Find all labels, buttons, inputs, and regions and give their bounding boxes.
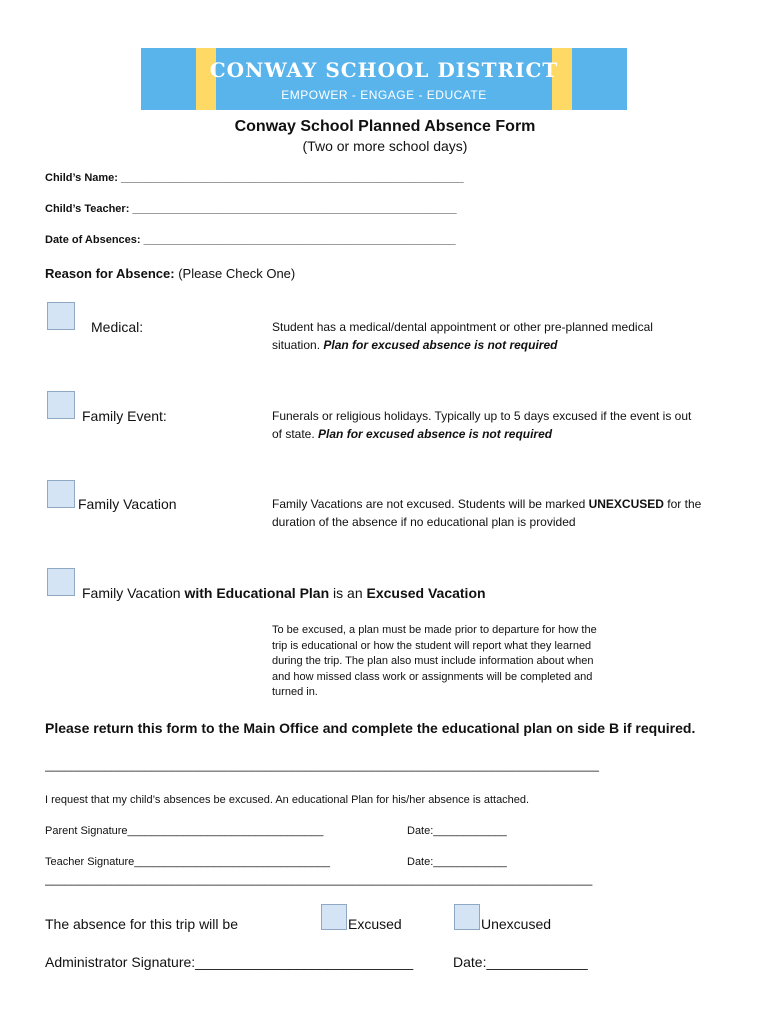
child-name-field[interactable]: Child’s Name: ________________________________________________________ bbox=[45, 172, 464, 184]
family-vacation-description bbox=[272, 496, 712, 531]
family-event-checkbox[interactable] bbox=[47, 391, 75, 419]
date-of-absences-field[interactable]: Date of Absences: ___________________________________________________ bbox=[45, 234, 456, 246]
medical-desc-emphasis: Plan for excused absence is not required bbox=[323, 337, 558, 352]
educational-plan-label bbox=[82, 585, 486, 601]
district-tagline: EMPOWER - ENGAGE - EDUCATE bbox=[281, 88, 487, 102]
family-vacation-checkbox[interactable] bbox=[47, 480, 75, 508]
family-event-desc-text: Funerals or religious holidays. Typically up to 5 days excused if the event is out of state. bbox=[272, 409, 692, 441]
excused-label: Excused bbox=[348, 916, 402, 932]
unexcused-label: Unexcused bbox=[481, 916, 552, 932]
excused-checkbox[interactable] bbox=[321, 904, 347, 930]
separator-line-1: ___________________________________________________________________________________ bbox=[45, 758, 599, 772]
family-vacation-desc-pre: Family Vacations are not excused. Students will be marked bbox=[272, 497, 589, 511]
reason-label: Reason for Absence: bbox=[45, 266, 175, 281]
district-banner bbox=[141, 48, 627, 110]
reason-hint: (Please Check One) bbox=[178, 266, 296, 281]
edu-label-part-d: Excused Vacation bbox=[366, 585, 486, 601]
teacher-signature-field[interactable]: Teacher Signature________________________________ bbox=[45, 856, 331, 868]
parent-signature-field[interactable]: Parent Signature________________________________ bbox=[45, 825, 324, 837]
unexcused-checkbox[interactable] bbox=[454, 904, 480, 930]
district-name: CONWAY SCHOOL DISTRICT bbox=[209, 58, 559, 82]
administrator-date-field[interactable]: Date:_____________ bbox=[453, 954, 588, 970]
administrator-signature-field[interactable]: Administrator Signature:____________________________ bbox=[45, 954, 414, 970]
family-vacation-desc-post: for the duration of the absence if no educational plan is provided bbox=[272, 497, 702, 529]
family-vacation-label: Family Vacation bbox=[78, 496, 177, 512]
educational-plan-note: To be excused, a plan must be made prior to departure for how the trip is educational or how the student will report what they learned during the trip. The plan also must include information about when and how missed class work or assignments will be completed and turned in. bbox=[272, 624, 597, 698]
edu-label-part-a: Family Vacation bbox=[82, 585, 185, 601]
parent-date-field[interactable]: Date:____________ bbox=[407, 825, 507, 837]
teacher-date-field[interactable]: Date:____________ bbox=[407, 856, 507, 868]
return-instructions: Please return this form to the Main Office and complete the educational plan on side B if required. bbox=[45, 720, 696, 736]
medical-description bbox=[272, 319, 662, 354]
medical-desc-text: Student has a medical/dental appointment or other pre-planned medical situation. bbox=[272, 320, 653, 352]
medical-label: Medical: bbox=[91, 319, 144, 335]
educational-plan-checkbox[interactable] bbox=[47, 568, 75, 596]
edu-label-part-c: is an bbox=[329, 585, 367, 601]
family-vacation-desc-bold: UNEXCUSED bbox=[588, 497, 664, 511]
form-title: Conway School Planned Absence Form bbox=[234, 118, 536, 135]
child-teacher-field[interactable]: Child’s Teacher: _____________________________________________________ bbox=[45, 203, 457, 215]
family-event-label: Family Event: bbox=[82, 408, 167, 424]
family-event-desc-emphasis: Plan for excused absence is not required bbox=[318, 426, 553, 441]
medical-checkbox[interactable] bbox=[47, 302, 75, 330]
reason-heading bbox=[45, 266, 295, 281]
family-event-description bbox=[272, 408, 692, 443]
request-statement: I request that my child’s absences be excused. An educational Plan for his/her absence is attached. bbox=[45, 794, 530, 806]
separator-line-2: __________________________________________________________________________________ bbox=[45, 872, 593, 886]
form-subtitle: (Two or more school days) bbox=[302, 138, 468, 154]
edu-label-part-b: with Educational Plan bbox=[184, 585, 330, 601]
absence-status-label: The absence for this trip will be bbox=[45, 916, 238, 932]
